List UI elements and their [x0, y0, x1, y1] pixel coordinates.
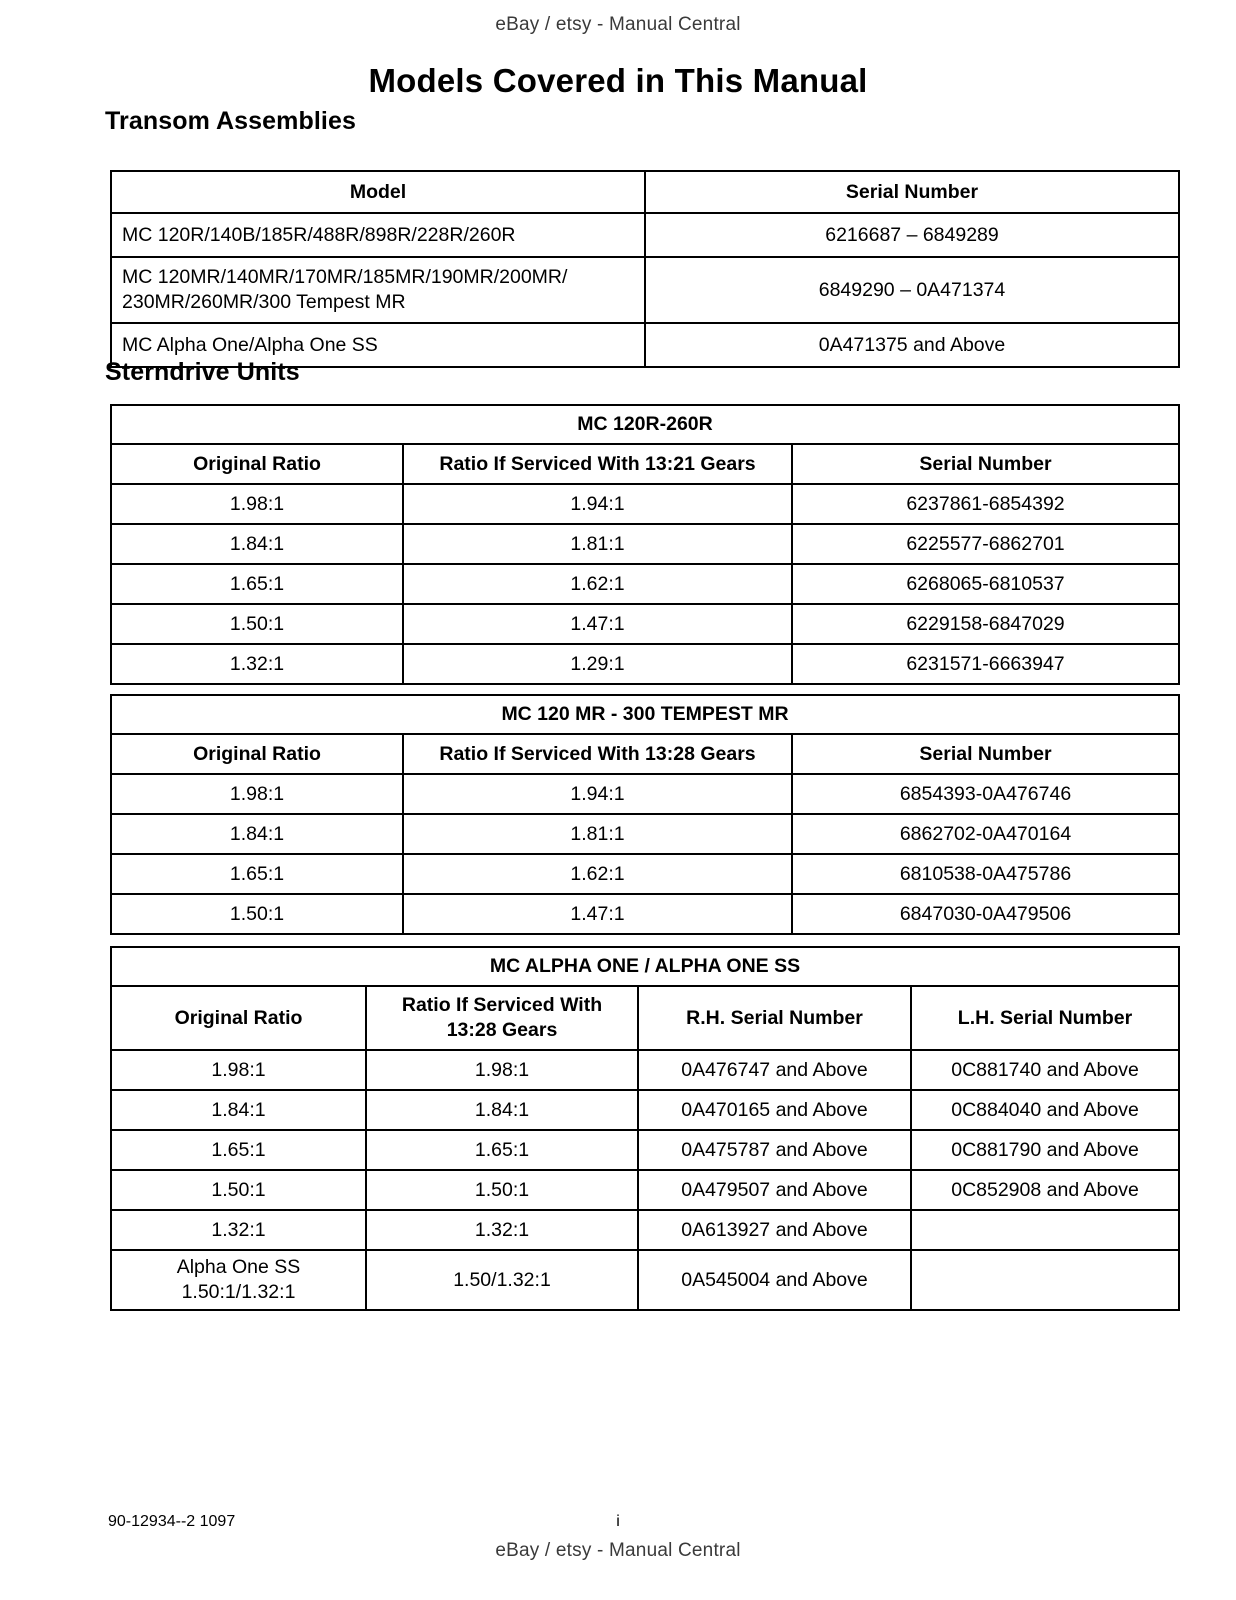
table-header-row: [111, 444, 1179, 484]
cell-lh-serial: 0C852908 and Above: [911, 1170, 1179, 1210]
cell-serviced-ratio: 1.65:1: [366, 1130, 638, 1170]
table-row: [111, 644, 1179, 684]
cell-serial: 6849290 – 0A471374: [645, 257, 1179, 323]
table-header-row: [111, 734, 1179, 774]
cell-serviced-ratio: 1.94:1: [403, 774, 792, 814]
cell-rh-serial: 0A545004 and Above: [638, 1250, 911, 1310]
cell-serviced-ratio: 1.62:1: [403, 854, 792, 894]
cell-original-ratio: 1.50:1: [111, 604, 403, 644]
cell-serviced-ratio: 1.98:1: [366, 1050, 638, 1090]
column-header-original-ratio: Original Ratio: [111, 734, 403, 774]
watermark-bottom: eBay / etsy - Manual Central: [495, 1540, 741, 1561]
table-row: [111, 213, 1179, 257]
table-row: [111, 604, 1179, 644]
cell-original-ratio-line-1: Alpha One SS: [176, 1256, 301, 1279]
cell-rh-serial: 0A476747 and Above: [638, 1050, 911, 1090]
table-row: [111, 1050, 1179, 1090]
table-mc-120r-260r: [110, 404, 1180, 685]
cell-serviced-ratio: 1.81:1: [403, 814, 792, 854]
cell-lh-serial: 0C881740 and Above: [911, 1050, 1179, 1090]
cell-lh-serial: 0C884040 and Above: [911, 1090, 1179, 1130]
cell-model: MC Alpha One/Alpha One SS: [111, 323, 645, 367]
cell-original-ratio: 1.98:1: [111, 1050, 366, 1090]
column-header-rh-serial-number: R.H. Serial Number: [638, 986, 911, 1050]
table-title: MC 120 MR - 300 TEMPEST MR: [111, 695, 1179, 734]
column-header-lh-serial-number: L.H. Serial Number: [911, 986, 1179, 1050]
cell-rh-serial: 0A479507 and Above: [638, 1170, 911, 1210]
cell-original-ratio-line-2: 1.50:1/1.32:1: [181, 1281, 296, 1303]
column-header-original-ratio: Original Ratio: [111, 444, 403, 484]
cell-serial: 6268065-6810537: [792, 564, 1179, 604]
footer-document-code: 90-12934--2 1097: [108, 1513, 236, 1530]
table-header-row: [111, 171, 1179, 213]
cell-lh-serial: [911, 1210, 1179, 1250]
cell-original-ratio: 1.84:1: [111, 1090, 366, 1130]
cell-model-line-2: 230MR/260MR/300 Tempest MR: [122, 291, 406, 313]
table-row: [111, 1210, 1179, 1250]
table-mc-120mr-300-tempest-mr: [110, 694, 1180, 935]
cell-original-ratio: 1.65:1: [111, 854, 403, 894]
cell-serviced-ratio: 1.50:1: [366, 1170, 638, 1210]
cell-serial: 6237861-6854392: [792, 484, 1179, 524]
cell-original-ratio: 1.98:1: [111, 484, 403, 524]
cell-original-ratio: 1.32:1: [111, 1210, 366, 1250]
column-header-serviced-ratio-line-1: Ratio If Serviced With: [401, 994, 603, 1017]
table-header-row: [111, 986, 1179, 1050]
cell-serial: 6810538-0A475786: [792, 854, 1179, 894]
table-mc-alpha-one: [110, 946, 1180, 1311]
table-transom-assemblies: [110, 170, 1180, 368]
watermark-top: eBay / etsy - Manual Central: [495, 14, 741, 35]
column-header-model: Model: [111, 171, 645, 213]
cell-original-ratio: 1.65:1: [111, 1130, 366, 1170]
table-row: [111, 1090, 1179, 1130]
column-header-serviced-ratio-line-2: 13:28 Gears: [446, 1019, 558, 1041]
cell-serial: 6225577-6862701: [792, 524, 1179, 564]
cell-model: MC 120R/140B/185R/488R/898R/228R/260R: [111, 213, 645, 257]
cell-rh-serial: 0A475787 and Above: [638, 1130, 911, 1170]
table-row: [111, 1170, 1179, 1210]
table-row: [111, 1250, 1179, 1310]
column-header-serial-number: Serial Number: [792, 444, 1179, 484]
cell-original-ratio: 1.50:1: [111, 1170, 366, 1210]
cell-serviced-ratio: 1.47:1: [403, 894, 792, 934]
column-header-serviced-ratio: Ratio If Serviced With 13:21 Gears: [403, 444, 792, 484]
cell-model: [111, 257, 645, 323]
cell-original-ratio: 1.84:1: [111, 524, 403, 564]
column-header-serviced-ratio: [366, 986, 638, 1050]
cell-model-line-1: MC 120MR/140MR/170MR/185MR/190MR/200MR/: [122, 266, 568, 289]
section-heading-sterndrive-units: Sterndrive Units: [105, 358, 300, 386]
table-title-row: [111, 947, 1179, 986]
cell-serial: 6216687 – 6849289: [645, 213, 1179, 257]
table-row: [111, 524, 1179, 564]
cell-serial: 6229158-6847029: [792, 604, 1179, 644]
table-row: [111, 484, 1179, 524]
table-row: [111, 257, 1179, 323]
cell-lh-serial: 0C881790 and Above: [911, 1130, 1179, 1170]
cell-original-ratio: 1.84:1: [111, 814, 403, 854]
cell-serviced-ratio: 1.84:1: [366, 1090, 638, 1130]
cell-serviced-ratio: 1.29:1: [403, 644, 792, 684]
cell-serviced-ratio: 1.62:1: [403, 564, 792, 604]
cell-serviced-ratio: 1.47:1: [403, 604, 792, 644]
table-row: [111, 814, 1179, 854]
table-row: [111, 564, 1179, 604]
cell-original-ratio: 1.32:1: [111, 644, 403, 684]
cell-serviced-ratio: 1.50/1.32:1: [366, 1250, 638, 1310]
section-heading-transom-assemblies: Transom Assemblies: [105, 107, 356, 135]
cell-serviced-ratio: 1.32:1: [366, 1210, 638, 1250]
cell-serial: 6862702-0A470164: [792, 814, 1179, 854]
cell-serial: 6231571-6663947: [792, 644, 1179, 684]
cell-rh-serial: 0A470165 and Above: [638, 1090, 911, 1130]
table-title: MC ALPHA ONE / ALPHA ONE SS: [111, 947, 1179, 986]
table-row: [111, 894, 1179, 934]
cell-serviced-ratio: 1.81:1: [403, 524, 792, 564]
cell-serial: 6854393-0A476746: [792, 774, 1179, 814]
table-row: [111, 1130, 1179, 1170]
table-title: MC 120R-260R: [111, 405, 1179, 444]
column-header-original-ratio: Original Ratio: [111, 986, 366, 1050]
column-header-serial-number: Serial Number: [792, 734, 1179, 774]
column-header-serial-number: Serial Number: [645, 171, 1179, 213]
footer-page-number: i: [616, 1513, 620, 1530]
column-header-serviced-ratio: Ratio If Serviced With 13:28 Gears: [403, 734, 792, 774]
cell-original-ratio: 1.50:1: [111, 894, 403, 934]
cell-original-ratio: [111, 1250, 366, 1310]
cell-serviced-ratio: 1.94:1: [403, 484, 792, 524]
cell-original-ratio: 1.65:1: [111, 564, 403, 604]
table-title-row: [111, 405, 1179, 444]
cell-serial: 0A471375 and Above: [645, 323, 1179, 367]
table-row: [111, 854, 1179, 894]
cell-rh-serial: 0A613927 and Above: [638, 1210, 911, 1250]
cell-original-ratio: 1.98:1: [111, 774, 403, 814]
cell-serial: 6847030-0A479506: [792, 894, 1179, 934]
table-row: [111, 774, 1179, 814]
table-title-row: [111, 695, 1179, 734]
page-title: Models Covered in This Manual: [368, 62, 868, 99]
cell-lh-serial: [911, 1250, 1179, 1310]
